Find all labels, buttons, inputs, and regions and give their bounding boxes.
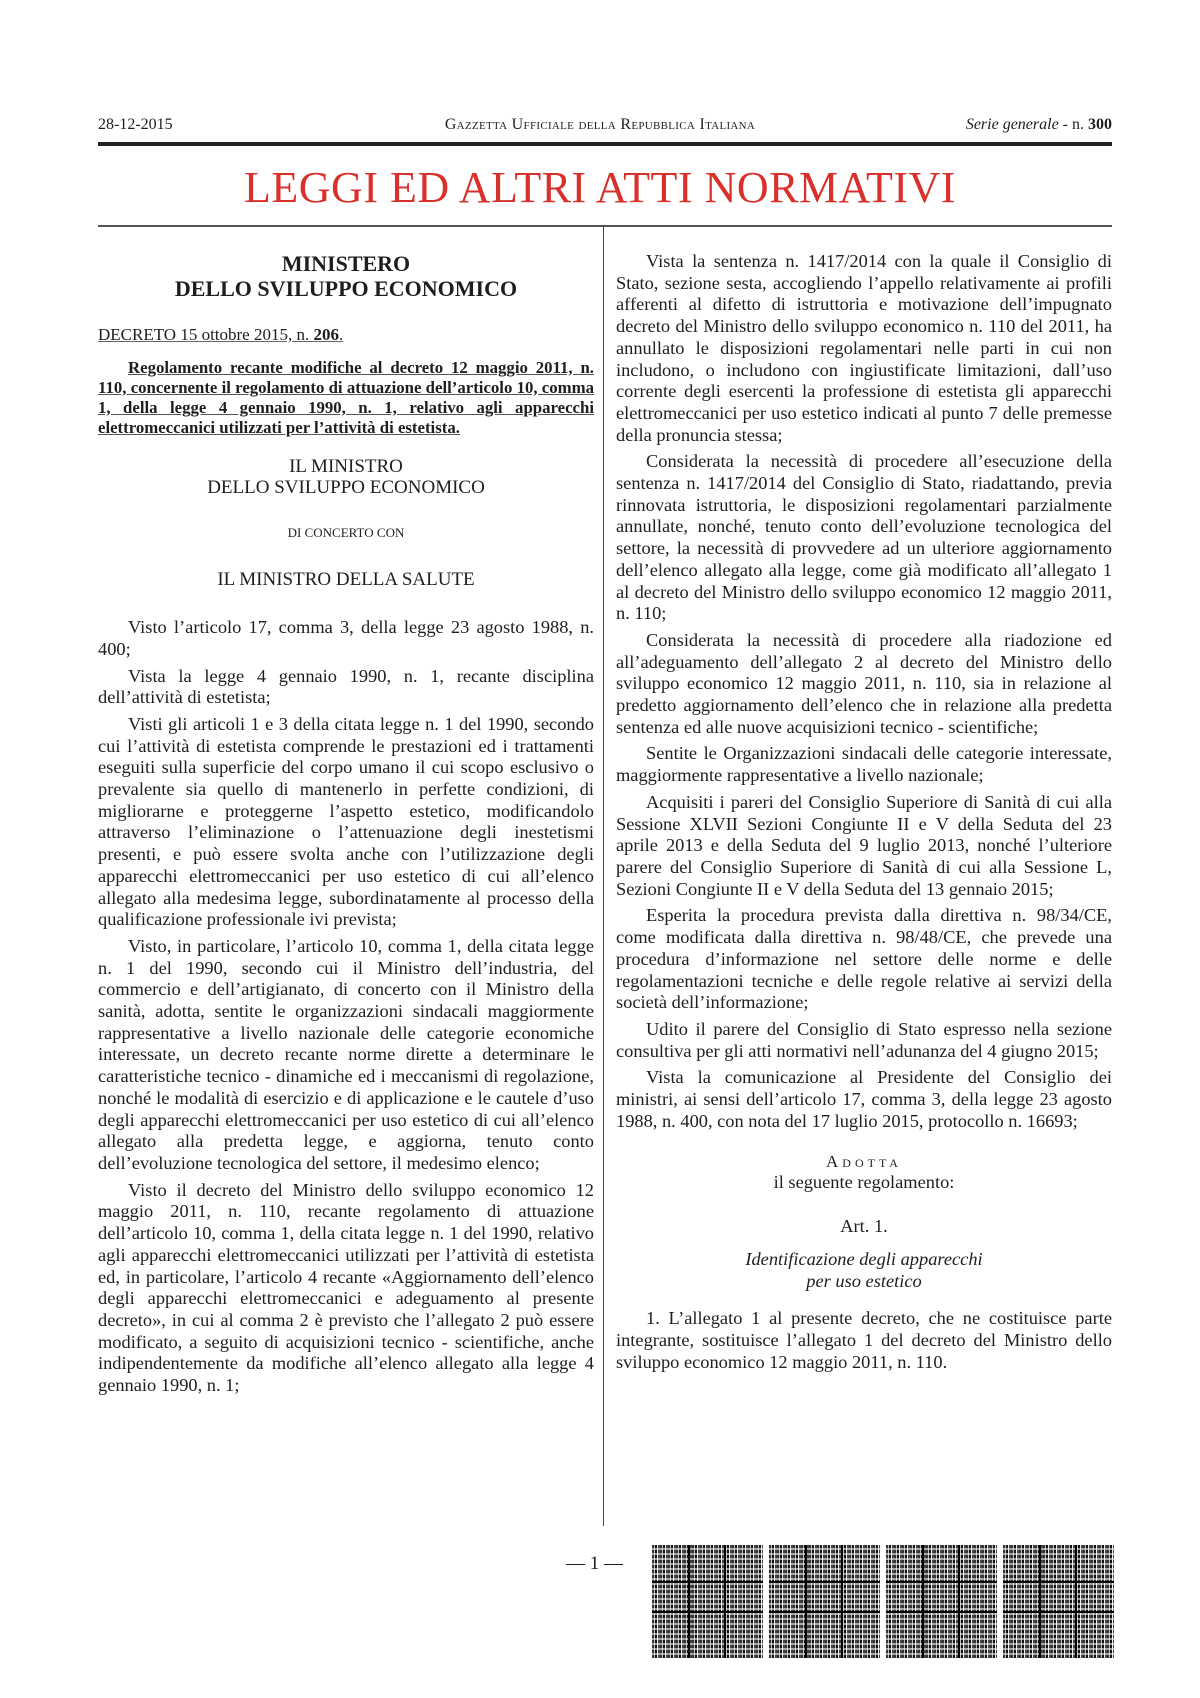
paragraph: Vista la legge 4 gennaio 1990, n. 1, recante disciplina dell’attività di estetista; bbox=[98, 665, 594, 708]
issue-number: 300 bbox=[1088, 116, 1112, 133]
adotta-heading: Adotta bbox=[826, 1152, 902, 1172]
ministry-line1: MINISTERO bbox=[281, 251, 411, 276]
decree-number: 206 bbox=[313, 325, 339, 344]
paragraph: Vista la comunicazione al Presidente del Consiglio dei ministri, ai sensi dell’articolo 17, comma 3, della legge 23 agosto 1988, n. 400, con nota del 17 luglio 2015, protocollo n. 16693; bbox=[616, 1067, 1112, 1131]
paragraph: Udito il parere del Consiglio di Stato espresso nella sezione consultiva per gli atti normativi nell’adunanza del 4 giugno 2015; bbox=[616, 1018, 1112, 1061]
series-sep: - n. bbox=[1058, 116, 1088, 133]
paragraph: Esperita la procedura prevista dalla direttiva n. 98/34/CE, come modificata dalla direttiva n. 98/48/CE, che prevede una procedura d’informazione nel settore delle norme e delle regolamentazioni tecniche e delle regole relative ai servizi della società dell’informazione; bbox=[616, 905, 1112, 1013]
paragraph: Visto l’articolo 17, comma 3, della legge 23 agosto 1988, n. 400; bbox=[98, 617, 594, 659]
datamatrix-code-2 bbox=[769, 1545, 880, 1658]
paragraph: Acquisiti i pareri del Consiglio Superiore di Sanità di cui alla Sessione XLVII Sezioni Congiunte II e V della Seduta del 23 aprile 2013 e della Seduta del 9 luglio 2013, nonché l’ulteriore parere del Consiglio Superiore di Sanità di cui alla Sessione L, Sezioni Congiunte II e V della Seduta del 13 gennaio 2015; bbox=[616, 791, 1112, 899]
decree-suffix: . bbox=[338, 325, 344, 344]
paragraph: Sentite le Organizzazioni sindacali delle categorie interessate, maggiormente rappresentative a livello nazionale; bbox=[616, 743, 1112, 786]
article-title bbox=[616, 1249, 1112, 1292]
ministry-line2: DELLO SVILUPPO ECONOMICO bbox=[174, 276, 518, 301]
paragraph: Considerata la necessità di procedere alla riadozione ed all’adeguamento dell’allegato 2 al decreto del Ministro dello sviluppo economico 12 maggio 2011, n. 110, sia in relazione al predetto aggiornamento dell’elenco che in relazione alla predetta sentenza ed alle nuove acquisizioni tecnico - scientifiche; bbox=[616, 629, 1112, 737]
section-title: LEGGI ED ALTRI ATTI NORMATIVI bbox=[244, 163, 956, 212]
ministry-heading bbox=[98, 251, 594, 301]
title-rule bbox=[98, 225, 1112, 227]
decree-title bbox=[98, 324, 594, 346]
adotta-subheading: il seguente regolamento: bbox=[773, 1172, 955, 1193]
paragraph: Considerata la necessità di procedere all’esecuzione della sentenza n. 1417/2014 del Consiglio di Stato, riadattando, previa rinnovata istruttoria, le disposizioni regolamentari parzialmente annullate, nonché, tenuto conto dell’evoluzione tecnologica del settore, la necessità di provvedere ad un ulteriore aggiornamento dell’elenco allegato alla legge, come già modificato all’allegato 1 al decreto del Ministro dello sviluppo economico 12 maggio 2011, n. 110; bbox=[616, 451, 1112, 624]
column-divider bbox=[603, 226, 604, 1526]
article-title-line2: per uso estetico bbox=[806, 1270, 922, 1291]
datamatrix-code-4 bbox=[1003, 1545, 1114, 1658]
decree-prefix: DECRETO 15 ottobre 2015, n. bbox=[98, 325, 314, 344]
article-number: Art. 1. bbox=[840, 1216, 888, 1237]
concerto-label: DI CONCERTO CON bbox=[287, 524, 405, 540]
paragraph: Visto, in particolare, l’articolo 10, comma 1, della citata legge n. 1 del 1990, secondo cui il Ministro dell’industria, del commercio e dell’artigianato, di concerto con il Ministro della sanità, adotta, sentite le organizzazioni sindacali maggiormente rappresentative a livello nazionale delle categorie economiche interessate, un decreto recante norme dirette a determinare le caratteristiche tecnico - dinamiche ed i meccanismi di regolazione, nonché le modalità di esercizio e di applicazione e le cautele d’uso degli apparecchi elettromeccanici per uso estetico di cui all’elenco allegato alla predetta legge, e aggiorna, tenuto conto dell’evoluzione tecnologica del settore, il medesimo elenco; bbox=[98, 935, 594, 1173]
header-date: 28-12-2015 bbox=[98, 116, 173, 133]
minister-heading bbox=[98, 456, 594, 498]
series-label: Serie generale bbox=[965, 116, 1059, 133]
left-column bbox=[98, 251, 594, 1402]
decree-subject: Regolamento recante modifiche al decreto 12 maggio 2011, n. 110, concernente il regolamento di attuazione dell’articolo 10, comma 1, della legge 4 gennaio 1990, n. 1, relativo agli apparecchi elettromeccanici utilizzati per l’attività di estetista. bbox=[98, 357, 594, 437]
page-number: — 1 — bbox=[566, 1553, 623, 1574]
salute-heading: IL MINISTRO DELLA SALUTE bbox=[217, 569, 475, 591]
article-title-line1: Identificazione degli apparecchi bbox=[745, 1248, 983, 1269]
minister-line2: DELLO SVILUPPO ECONOMICO bbox=[207, 476, 485, 498]
header-rule bbox=[98, 142, 1112, 146]
header-series bbox=[966, 116, 1112, 134]
paragraph: Vista la sentenza n. 1417/2014 con la quale il Consiglio di Stato, sezione sesta, accogliendo l’appello relativamente ai profili afferenti al difetto di istruttoria e motivazione dell’impugnato decreto del Ministro dello sviluppo economico n. 110 del 2011, ha annullato le disposizioni regolamentari nelle parti in cui non includono, o includono con ingiustificate limitazioni, dall’uso corrente degli esercenti la professione di estetista gli apparecchi elettromeccanici per uso estetico indicati al punto 7 delle premesse della pronuncia stessa; bbox=[616, 251, 1112, 445]
datamatrix-code-3 bbox=[886, 1545, 997, 1658]
right-column bbox=[616, 251, 1112, 1378]
paragraph: Visto il decreto del Ministro dello sviluppo economico 12 maggio 2011, n. 110, recante regolamento di attuazione dell’articolo 10, comma 1, della citata legge n. 1 del 1990, relativo agli apparecchi elettromeccanici utilizzati per l’attività di estetista ed, in particolare, l’articolo 4 recante «Aggiornamento dell’elenco degli apparecchi elettromeccanici e adeguamento al presente decreto», in cui al comma 2 è previsto che l’allegato 2 può essere modificato, a seguito di acquisizioni tecnico - scientifiche, anche indipendentemente da modifiche all’elenco allegato alla legge 4 gennaio 1990, n. 1; bbox=[98, 1179, 594, 1396]
minister-line1: IL MINISTRO bbox=[289, 455, 403, 477]
article-text: 1. L’allegato 1 al presente decreto, che ne costituisce parte integrante, sostituisce l’allegato 1 del decreto del Ministro dello sviluppo economico 12 maggio 2011, n. 110. bbox=[616, 1308, 1112, 1372]
datamatrix-code-1 bbox=[652, 1545, 763, 1658]
datamatrix-codes bbox=[652, 1545, 1114, 1658]
header-publication: Gazzetta Ufficiale della Repubblica Italiana bbox=[444, 116, 756, 133]
paragraph: Visti gli articoli 1 e 3 della citata legge n. 1 del 1990, secondo cui l’attività di estetista comprende le prestazioni ed i trattamenti eseguiti sulla superficie del corpo umano il cui scopo esclusivo o prevalente sia quello di mantenerlo in perfette condizioni, di migliorarne e proteggerne l’aspetto estetico, modificandolo attraverso l’eliminazione o l’attenuazione degli inestetismi presenti, e può essere svolta anche con l’utilizzazione degli apparecchi elettromeccanici per uso estetico di cui all’elenco allegato alla medesima legge, subordinatamente al processo della qualificazione professionale ivi prevista; bbox=[98, 713, 594, 930]
